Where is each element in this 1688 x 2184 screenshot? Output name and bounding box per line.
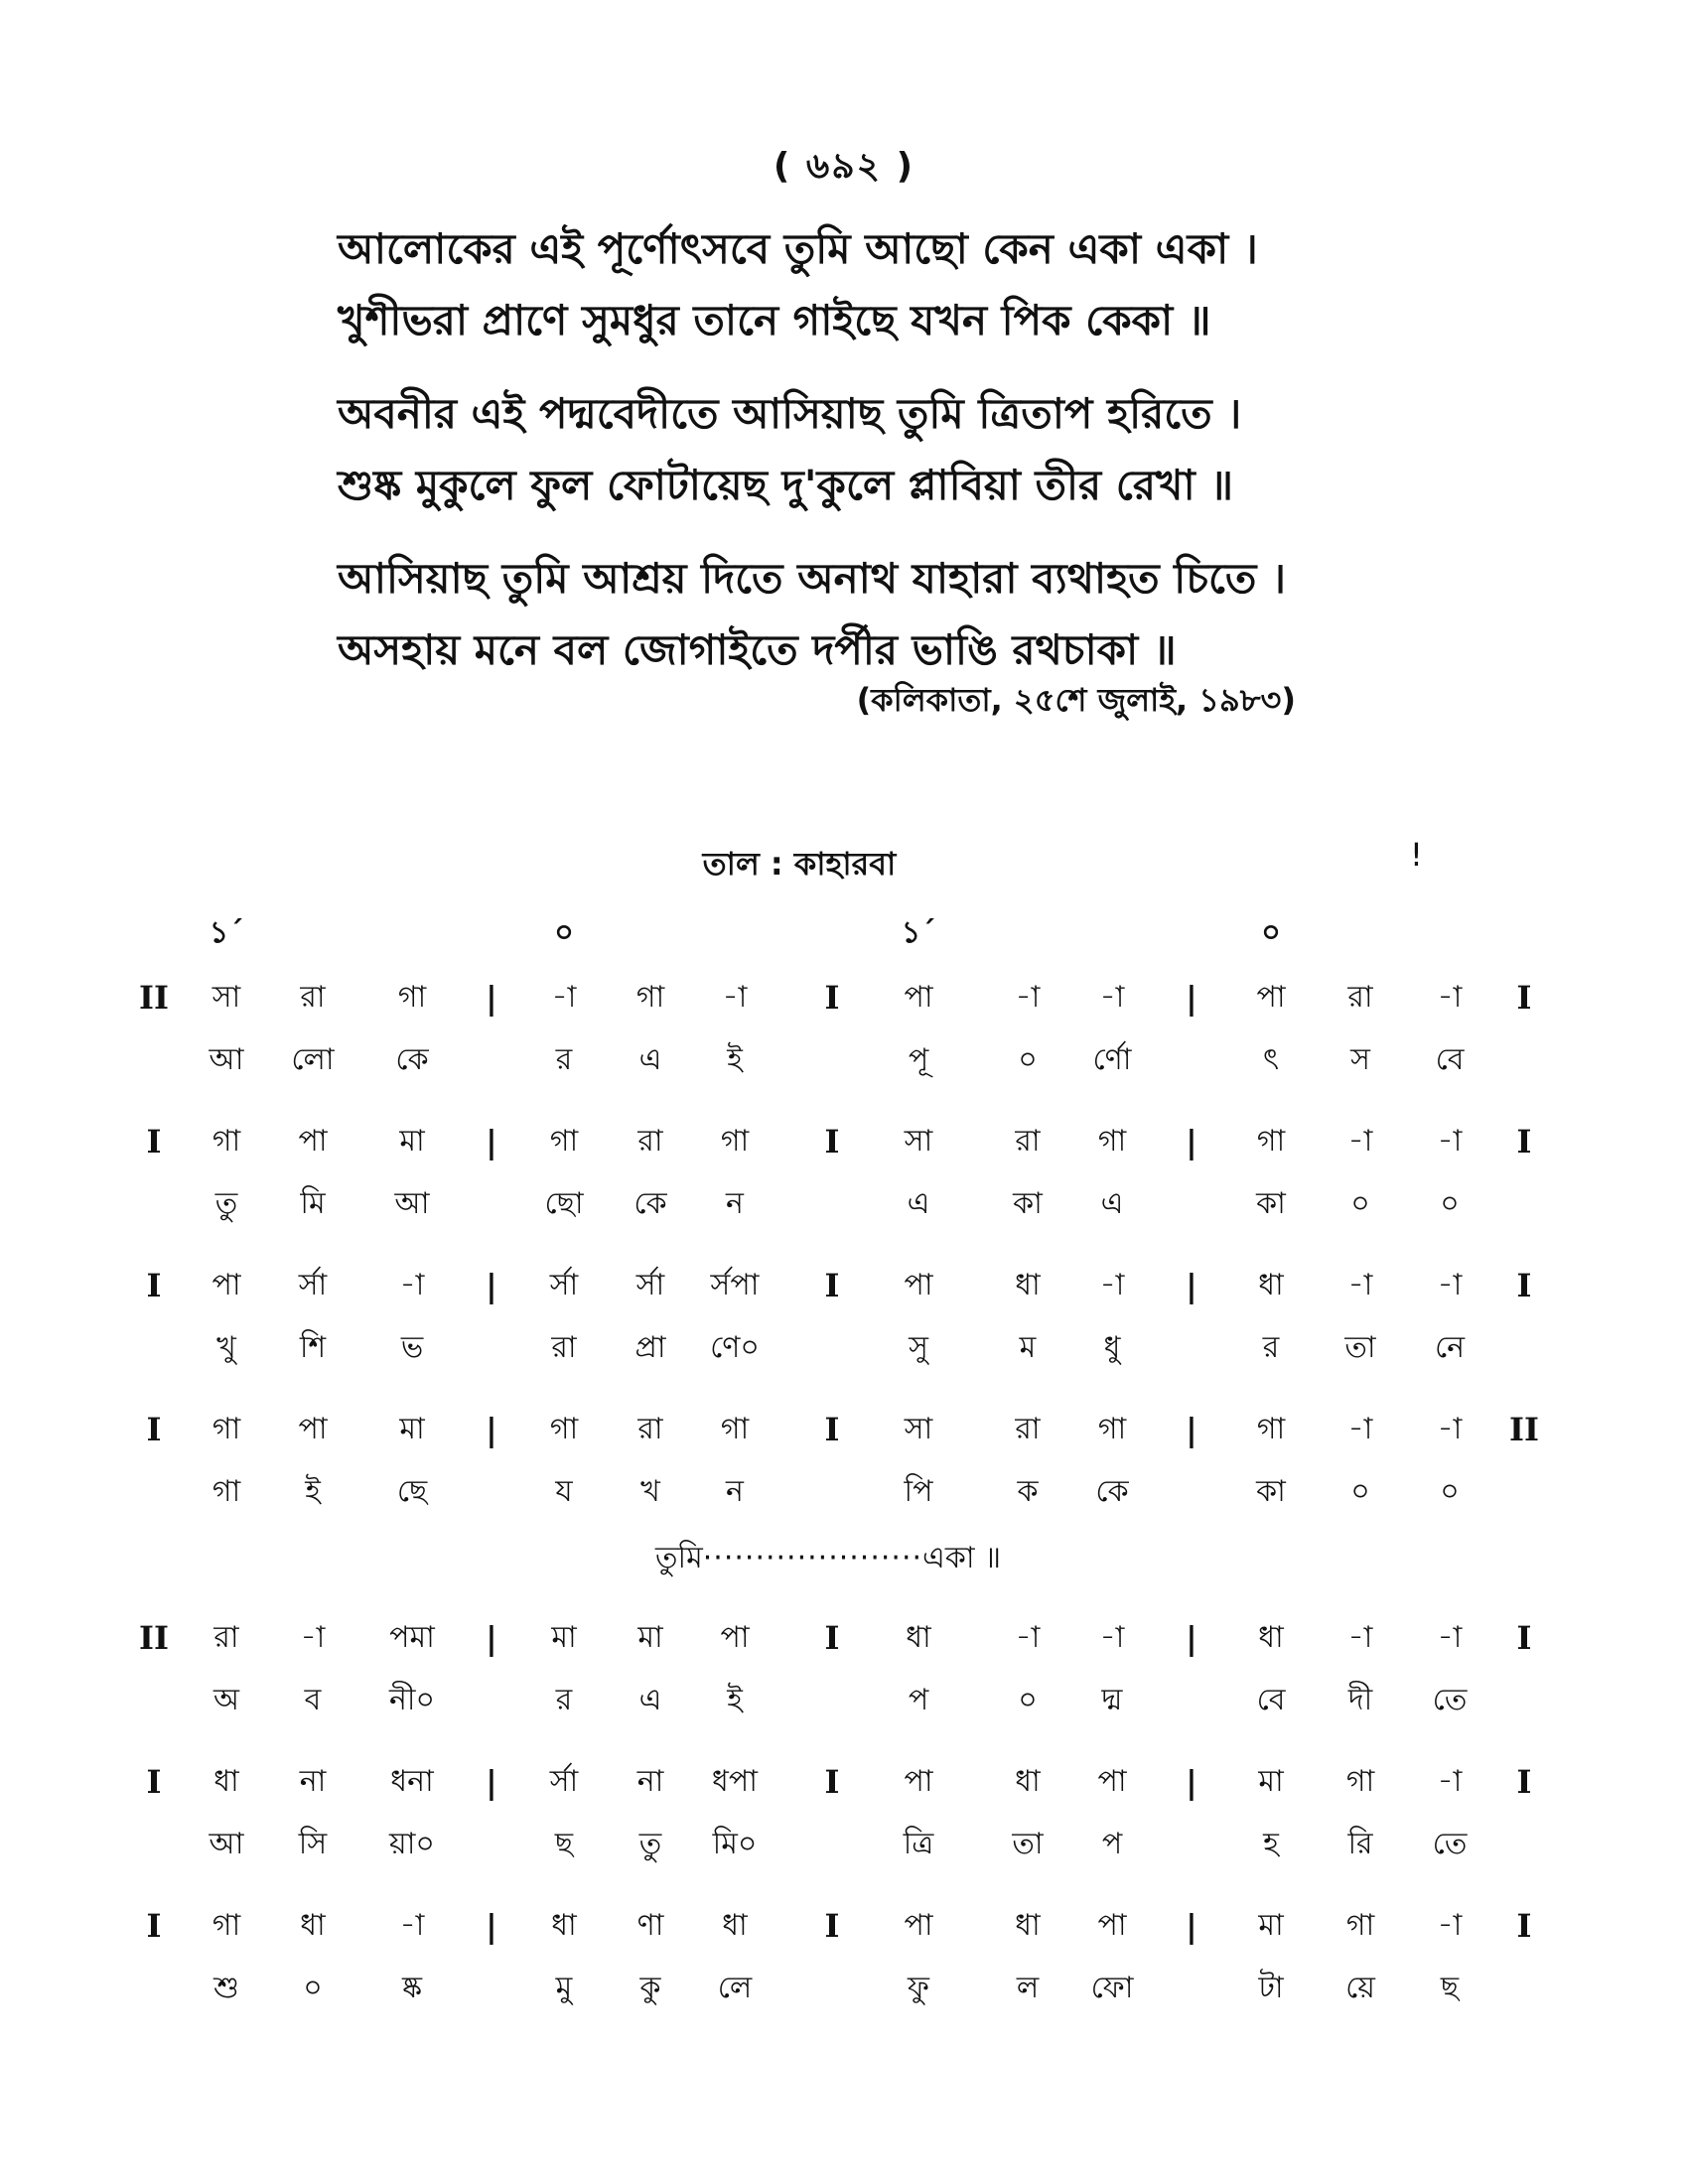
bar-line: | bbox=[1186, 1267, 1197, 1304]
swara-note: -া bbox=[1437, 1764, 1463, 1799]
swara-note: গা bbox=[211, 1124, 241, 1159]
swara-note: গা bbox=[1097, 1412, 1127, 1446]
bar-line: I bbox=[824, 1411, 840, 1448]
swara-note: -া bbox=[1347, 1124, 1373, 1159]
swara-note: রা bbox=[1347, 980, 1373, 1015]
swara-note: রা bbox=[1015, 1412, 1041, 1446]
lyric-syllable: য bbox=[555, 1474, 573, 1509]
lyric-syllable: আ bbox=[209, 1827, 244, 1861]
swara-note: গা bbox=[1097, 1124, 1127, 1159]
lyric-syllable: মি bbox=[300, 1186, 326, 1221]
lyric-syllable: ই bbox=[305, 1474, 321, 1509]
lyric-syllable: ফু bbox=[908, 1971, 929, 2005]
lyric-line: অবনীর এই পদ্মবেদীতে আসিয়াছ তুমি ত্রিতাপ হরিতে । bbox=[338, 389, 1242, 438]
swara-note: সা bbox=[904, 1412, 933, 1446]
bar-line: I bbox=[1516, 1907, 1532, 1945]
swara-note: না bbox=[299, 1764, 327, 1799]
lyric-syllable: ৎ bbox=[1262, 1042, 1280, 1077]
lyric-syllable: খু bbox=[216, 1330, 236, 1365]
lyric-syllable: কা bbox=[1013, 1186, 1043, 1221]
swara-note: মা bbox=[399, 1412, 425, 1446]
beat-mark: ১´ bbox=[901, 915, 936, 950]
lyric-syllable: গা bbox=[211, 1474, 241, 1509]
swara-note: পা bbox=[904, 1764, 933, 1799]
lyric-syllable: ম bbox=[1019, 1330, 1037, 1365]
bar-line: I bbox=[146, 1267, 162, 1304]
lyric-syllable: ই bbox=[727, 1042, 743, 1077]
lyric-syllable: অ bbox=[213, 1683, 239, 1717]
lyric-syllable: খ bbox=[640, 1474, 660, 1509]
swara-note: মা bbox=[1258, 1908, 1284, 1943]
bar-line: II bbox=[139, 1619, 169, 1657]
lyric-syllable: কা bbox=[1256, 1474, 1286, 1509]
lyric-syllable: র bbox=[1262, 1330, 1280, 1365]
swara-note: গা bbox=[720, 1412, 750, 1446]
lyric-syllable: ই bbox=[727, 1683, 743, 1717]
lyric-syllable: ০ bbox=[1440, 1474, 1460, 1509]
lyric-syllable: র bbox=[555, 1683, 573, 1717]
lyric-syllable: ল bbox=[1016, 1971, 1040, 2005]
page-number: ( ৬৯২ ) bbox=[773, 146, 915, 187]
beat-mark: ০ bbox=[554, 915, 574, 950]
lyric-syllable: ত্রি bbox=[903, 1827, 934, 1861]
swara-note: পা bbox=[904, 980, 933, 1015]
swara-note: -া bbox=[300, 1620, 326, 1655]
lyric-syllable: শি bbox=[299, 1330, 327, 1365]
lyric-syllable: মু bbox=[555, 1971, 573, 2005]
swara-note: পা bbox=[720, 1620, 750, 1655]
lyric-syllable: কা bbox=[1256, 1186, 1286, 1221]
bar-line: | bbox=[486, 979, 497, 1017]
lyric-syllable: ছে bbox=[396, 1474, 428, 1509]
swara-note: গা bbox=[1345, 1908, 1375, 1943]
swara-note: গা bbox=[549, 1412, 579, 1446]
lyric-syllable: কে bbox=[395, 1042, 429, 1077]
swara-note: র্সপা bbox=[710, 1268, 760, 1302]
lyric-syllable: তু bbox=[638, 1827, 662, 1861]
bar-line: I bbox=[146, 1763, 162, 1801]
lyric-line: শুষ্ক মুকুলে ফুল ফোটায়েছ দু'কুলে প্লাবিয়া তীর রেখা ॥ bbox=[338, 461, 1234, 509]
bar-line: I bbox=[1516, 979, 1532, 1017]
swara-note: মা bbox=[1258, 1764, 1284, 1799]
lyric-syllable: বে bbox=[1435, 1042, 1465, 1077]
lyric-syllable: নী০ bbox=[389, 1683, 435, 1717]
bar-line: | bbox=[486, 1411, 497, 1448]
bar-line: | bbox=[1186, 1907, 1197, 1945]
swara-note: -া bbox=[399, 1908, 425, 1943]
lyric-syllable: পূ bbox=[908, 1042, 929, 1077]
swara-note: -া bbox=[1437, 1908, 1463, 1943]
lyric-syllable: তা bbox=[1344, 1330, 1376, 1365]
refrain-line bbox=[655, 1534, 1001, 1584]
bar-line: I bbox=[824, 1763, 840, 1801]
swara-note: গা bbox=[720, 1124, 750, 1159]
bar-line: | bbox=[486, 1123, 497, 1160]
swara-note: র্সা bbox=[549, 1268, 579, 1302]
refrain-dots: ····················· bbox=[702, 1541, 923, 1575]
bar-line: | bbox=[486, 1763, 497, 1801]
swara-note: -া bbox=[1099, 1620, 1125, 1655]
swara-note: -া bbox=[1437, 1268, 1463, 1302]
refrain-start: তুমি bbox=[655, 1541, 703, 1575]
lyric-syllable: ব bbox=[304, 1683, 322, 1717]
bar-line: | bbox=[486, 1619, 497, 1657]
lyric-syllable: ০ bbox=[1350, 1474, 1370, 1509]
swara-note: র্সা bbox=[635, 1268, 665, 1302]
swara-note: -া bbox=[399, 1268, 425, 1302]
bar-line: | bbox=[486, 1267, 497, 1304]
lyric-syllable: এ bbox=[907, 1186, 930, 1221]
lyric-syllable: আ bbox=[394, 1186, 430, 1221]
swara-note: গা bbox=[1345, 1764, 1375, 1799]
swara-note: পা bbox=[211, 1268, 241, 1302]
lyric-syllable: সি bbox=[298, 1827, 328, 1861]
bar-line: | bbox=[1186, 1763, 1197, 1801]
swara-note: গা bbox=[397, 980, 427, 1015]
swara-note: ধা bbox=[906, 1620, 931, 1655]
swara-note: পা bbox=[904, 1908, 933, 1943]
lyric-syllable: কে bbox=[633, 1186, 667, 1221]
lyric-syllable: র্ণো bbox=[1092, 1042, 1132, 1077]
lyric-syllable: রা bbox=[551, 1330, 577, 1365]
lyric-syllable: প্রা bbox=[634, 1330, 666, 1365]
lyric-syllable: র bbox=[555, 1042, 573, 1077]
swara-note: রা bbox=[213, 1620, 239, 1655]
bar-line: | bbox=[1186, 1123, 1197, 1160]
place-date: (কলিকাতা, ২৫শে জুলাই, ১৯৮৩) bbox=[856, 681, 1296, 719]
swara-note: গা bbox=[1256, 1124, 1286, 1159]
lyric-syllable: ০ bbox=[303, 1971, 323, 2005]
swara-note: রা bbox=[300, 980, 326, 1015]
lyric-syllable: দ্ম bbox=[1101, 1683, 1123, 1717]
swara-note: -া bbox=[722, 980, 748, 1015]
lyric-syllable: এ bbox=[1100, 1186, 1124, 1221]
swara-note: সা bbox=[211, 980, 241, 1015]
swara-note: ধা bbox=[551, 1908, 577, 1943]
swara-note: গা bbox=[211, 1908, 241, 1943]
lyric-syllable: লে bbox=[717, 1971, 753, 2005]
lyric-syllable: শু bbox=[213, 1971, 239, 2005]
lyric-syllable: ন bbox=[726, 1186, 744, 1221]
lyric-line: খুশীভরা প্রাণে সুমধুর তানে গাইছে যখন পিক কেকা ॥ bbox=[338, 296, 1211, 344]
swara-note: -া bbox=[1099, 1268, 1125, 1302]
swara-note: ধা bbox=[1015, 1764, 1041, 1799]
swara-note: ধা bbox=[213, 1764, 239, 1799]
swara-note: ধনা bbox=[390, 1764, 434, 1799]
swara-note: -া bbox=[551, 980, 577, 1015]
swara-note: -া bbox=[1437, 980, 1463, 1015]
lyric-syllable: য়া০ bbox=[389, 1827, 435, 1861]
lyric-syllable: কু bbox=[639, 1971, 661, 2005]
lyric-syllable: ০ bbox=[1018, 1042, 1038, 1077]
lyric-line: অসহায় মনে বল জোগাইতে দর্পীর ভাঙি রথচাকা ॥ bbox=[338, 625, 1177, 674]
bar-line: I bbox=[1516, 1123, 1532, 1160]
swara-note: পা bbox=[298, 1124, 328, 1159]
lyric-syllable: ০ bbox=[1350, 1186, 1370, 1221]
bar-line: I bbox=[1516, 1619, 1532, 1657]
swara-note: ধা bbox=[1258, 1620, 1284, 1655]
bar-line: I bbox=[824, 1123, 840, 1160]
lyric-syllable: বে bbox=[1256, 1683, 1286, 1717]
lyric-syllable: কে bbox=[1095, 1474, 1129, 1509]
lyric-syllable: আ bbox=[209, 1042, 244, 1077]
lyric-syllable: ছ bbox=[1440, 1971, 1460, 2005]
taal-heading: তাল : কাহারবা bbox=[702, 845, 897, 883]
lyric-syllable: মি০ bbox=[712, 1827, 758, 1861]
bar-line: I bbox=[824, 1619, 840, 1657]
lyric-syllable: সু bbox=[909, 1330, 928, 1365]
lyric-syllable: ০ bbox=[1018, 1683, 1038, 1717]
swara-note: -া bbox=[1347, 1268, 1373, 1302]
bar-line: I bbox=[146, 1907, 162, 1945]
lyric-syllable: টা bbox=[1258, 1971, 1284, 2005]
lyric-syllable: স bbox=[1350, 1042, 1370, 1077]
bar-line: II bbox=[1509, 1411, 1539, 1448]
swara-note: -া bbox=[1437, 1620, 1463, 1655]
swara-note: ধপা bbox=[712, 1764, 758, 1799]
lyric-syllable: তে bbox=[1432, 1683, 1468, 1717]
lyric-syllable: ছ bbox=[554, 1827, 574, 1861]
swara-note: মা bbox=[399, 1124, 425, 1159]
swara-note: পা bbox=[1256, 980, 1286, 1015]
swara-note: -া bbox=[1437, 1412, 1463, 1446]
swara-note: -া bbox=[1347, 1620, 1373, 1655]
bar-line: I bbox=[824, 979, 840, 1017]
swara-note: রা bbox=[637, 1124, 663, 1159]
bar-line: | bbox=[486, 1907, 497, 1945]
swara-note: ধা bbox=[300, 1908, 326, 1943]
swara-note: -া bbox=[1347, 1412, 1373, 1446]
swara-note: র্সা bbox=[298, 1268, 328, 1302]
lyric-line: আলোকের এই পূর্ণোৎসবে তুমি আছো কেন একা একা । bbox=[338, 224, 1258, 273]
swara-note: না bbox=[636, 1764, 664, 1799]
bar-line: | bbox=[1186, 1411, 1197, 1448]
lyric-syllable: ০ bbox=[1440, 1186, 1460, 1221]
bar-line: I bbox=[1516, 1763, 1532, 1801]
lyric-syllable: ষ্ক bbox=[401, 1971, 423, 2005]
swara-note: -া bbox=[1015, 980, 1041, 1015]
swara-note: গা bbox=[1256, 1412, 1286, 1446]
lyric-syllable: হ bbox=[1263, 1827, 1279, 1861]
lyric-syllable: ক bbox=[1017, 1474, 1039, 1509]
swara-note: গা bbox=[635, 980, 665, 1015]
swara-note: সা bbox=[904, 1124, 933, 1159]
swara-note: -া bbox=[1015, 1620, 1041, 1655]
swara-note: -া bbox=[1099, 980, 1125, 1015]
bar-line: II bbox=[139, 979, 169, 1017]
swara-note: রা bbox=[1015, 1124, 1041, 1159]
lyric-syllable: ন bbox=[726, 1474, 744, 1509]
beat-mark: ০ bbox=[1261, 915, 1281, 950]
swara-note: ধা bbox=[1015, 1908, 1041, 1943]
lyric-syllable: ধু bbox=[1103, 1330, 1121, 1365]
lyric-syllable: তু bbox=[214, 1186, 238, 1221]
swara-note: ধা bbox=[1258, 1268, 1284, 1302]
swara-note: পমা bbox=[389, 1620, 435, 1655]
lyric-syllable: তে bbox=[1432, 1827, 1468, 1861]
swara-note: র্সা bbox=[549, 1764, 579, 1799]
swara-note: পা bbox=[904, 1268, 933, 1302]
lyric-line: আসিয়াছ তুমি আশ্রয় দিতে অনাথ যাহারা ব্যথাহত চিতে । bbox=[338, 554, 1287, 603]
lyric-syllable: প bbox=[908, 1683, 929, 1717]
swara-note: গা bbox=[549, 1124, 579, 1159]
swara-note: ধা bbox=[722, 1908, 748, 1943]
lyric-syllable: তা bbox=[1012, 1827, 1044, 1861]
lyric-syllable: দী bbox=[1347, 1683, 1373, 1717]
swara-note: ণা bbox=[636, 1908, 664, 1943]
taal-tick-mark: ! bbox=[1410, 836, 1423, 874]
beat-mark: ১´ bbox=[209, 915, 244, 950]
lyric-syllable: প bbox=[1101, 1827, 1123, 1861]
lyric-syllable: নে bbox=[1434, 1330, 1466, 1365]
swara-note: পা bbox=[1097, 1908, 1127, 1943]
bar-line: I bbox=[1516, 1267, 1532, 1304]
swara-note: মা bbox=[637, 1620, 663, 1655]
bar-line: | bbox=[1186, 1619, 1197, 1657]
swara-note: গা bbox=[211, 1412, 241, 1446]
bar-line: I bbox=[146, 1123, 162, 1160]
lyric-syllable: য়ে bbox=[1345, 1971, 1375, 2005]
bar-line: | bbox=[1186, 979, 1197, 1017]
lyric-syllable: লো bbox=[291, 1042, 335, 1077]
lyric-syllable: রি bbox=[1347, 1827, 1373, 1861]
swara-note: রা bbox=[637, 1412, 663, 1446]
swara-note: মা bbox=[551, 1620, 577, 1655]
bar-line: I bbox=[824, 1267, 840, 1304]
lyric-syllable: ছো bbox=[544, 1186, 584, 1221]
lyric-syllable: পি bbox=[904, 1474, 933, 1509]
lyric-syllable: ফো bbox=[1090, 1971, 1134, 2005]
refrain-end: একা ॥ bbox=[922, 1541, 1002, 1575]
lyric-syllable: এ bbox=[638, 1683, 662, 1717]
bar-line: I bbox=[824, 1907, 840, 1945]
swara-note: -া bbox=[1437, 1124, 1463, 1159]
lyric-syllable: ভ bbox=[400, 1330, 424, 1365]
swara-note: পা bbox=[1097, 1764, 1127, 1799]
swara-note: পা bbox=[298, 1412, 328, 1446]
lyric-syllable: এ bbox=[638, 1042, 662, 1077]
swara-note: ধা bbox=[1015, 1268, 1041, 1302]
lyric-syllable: ণে০ bbox=[710, 1330, 760, 1365]
bar-line: I bbox=[146, 1411, 162, 1448]
